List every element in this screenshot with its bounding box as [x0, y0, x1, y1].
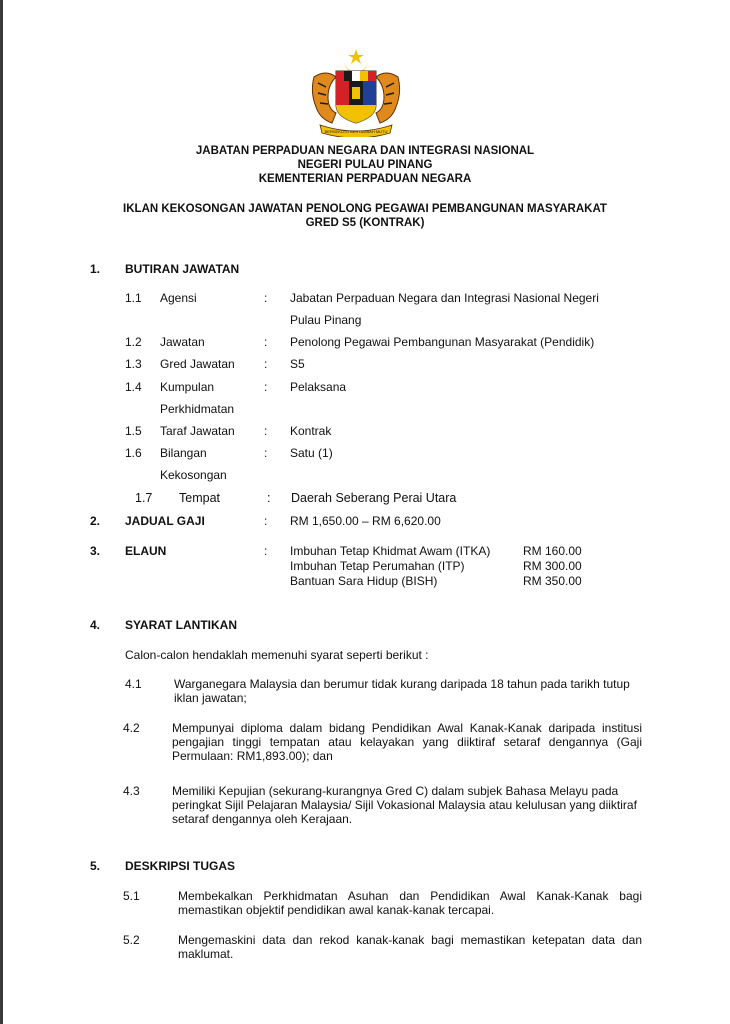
section-2-title: JADUAL GAJI	[125, 514, 205, 528]
item-colon: :	[267, 491, 271, 505]
duty-number: 5.1	[123, 889, 140, 903]
requirement-number: 4.3	[123, 784, 140, 798]
item-label: Bilangan	[160, 446, 207, 460]
item-colon: :	[264, 335, 268, 349]
item-colon: :	[264, 424, 268, 438]
header-line-1: JABATAN PERPADUAN NEGARA DAN INTEGRASI NASIONAL	[195, 145, 535, 157]
requirements-intro: Calon-calon hendaklah memenuhi syarat seperti berikut :	[125, 648, 429, 662]
duty-text: Mengemaskini data dan rekod kanak-kanak bagi memastikan ketepatan data dan maklumat.	[178, 933, 642, 961]
requirement-number: 4.1	[125, 677, 142, 691]
item-number: 1.5	[125, 424, 142, 438]
item-number: 1.7	[135, 491, 153, 505]
section-3-title: ELAUN	[125, 544, 167, 558]
item-value: Penolong Pegawai Pembangunan Masyarakat (Pendidik)	[290, 335, 595, 349]
item-label: Kumpulan	[160, 380, 215, 394]
section-4-title: SYARAT LANTIKAN	[125, 618, 238, 632]
item-label: Agensi	[160, 291, 197, 305]
item-value: S5	[290, 357, 305, 371]
item-value: Jabatan Perpaduan Negara dan Integrasi Nasional Negeri	[290, 291, 599, 305]
item-number: 1.4	[125, 380, 142, 394]
item-value: Kontrak	[290, 424, 332, 438]
malaysia-coat-of-arms-icon	[306, 47, 406, 137]
item-label-continued: Perkhidmatan	[160, 402, 235, 416]
salary-colon: :	[264, 514, 268, 528]
item-colon: :	[264, 380, 268, 394]
item-value-continued: Pulau Pinang	[290, 313, 362, 327]
requirement-text: Mempunyai diploma dalam bidang Pendidikan Awal Kanak-Kanak daripada institusi pengajian tinggi tempatan atau kelayakan yang diiktiraf setaraf dengannya (Gaji Permulaan: RM1,893.00); dan	[172, 721, 642, 763]
item-colon: :	[264, 291, 268, 305]
item-label-continued: Kekosongan	[160, 468, 227, 482]
item-value: Satu (1)	[290, 446, 333, 460]
section-5-number: 5.	[90, 859, 101, 873]
ad-title-1: IKLAN KEKOSONGAN JAWATAN PENOLONG PEGAWAI PEMBANGUNAN MASYARAKAT	[123, 203, 607, 215]
allowance-colon: :	[264, 544, 268, 558]
ad-title-2: GRED S5 (KONTRAK)	[305, 217, 425, 229]
header-line-3: KEMENTERIAN PERPADUAN NEGARA	[258, 173, 472, 185]
section-1-title: BUTIRAN JAWATAN	[125, 262, 240, 276]
allowance-name: Imbuhan Tetap Perumahan (ITP)	[290, 559, 465, 573]
crest-motto: BERSEKUTU BERTAMBAH MUTU	[324, 129, 388, 134]
item-value: Daerah Seberang Perai Utara	[291, 491, 457, 505]
section-1-number: 1.	[90, 262, 101, 276]
section-5-title: DESKRIPSI TUGAS	[125, 859, 236, 873]
salary-range: RM 1,650.00 – RM 6,620.00	[290, 514, 441, 528]
allowance-name: Bantuan Sara Hidup (BISH)	[290, 574, 438, 588]
requirement-number: 4.2	[123, 721, 140, 735]
requirement-text: Warganegara Malaysia dan berumur tidak kurang daripada 18 tahun pada tarikh tutup iklan jawatan;	[174, 677, 630, 705]
item-label: Taraf Jawatan	[160, 424, 235, 438]
item-label: Tempat	[179, 491, 220, 505]
allowance-amount: RM 300.00	[523, 559, 582, 573]
item-colon: :	[264, 446, 268, 460]
item-number: 1.3	[125, 357, 142, 371]
item-value: Pelaksana	[290, 380, 347, 394]
item-colon: :	[264, 357, 268, 371]
item-label: Jawatan	[160, 335, 205, 349]
item-number: 1.2	[125, 335, 142, 349]
section-3-number: 3.	[90, 544, 101, 558]
allowance-amount: RM 160.00	[523, 544, 582, 558]
duty-text: Membekalkan Perkhidmatan Asuhan dan Pendidikan Awal Kanak-Kanak bagi memastikan objektif pendidikan awal kanak-kanak tercapai.	[178, 889, 642, 917]
requirement-text: Memiliki Kepujian (sekurang-kurangnya Gred C) dalam subjek Bahasa Melayu pada peringkat Sijil Pelajaran Malaysia/ Sijil Vokasional Malaysia atau kelulusan yang diiktiraf setaraf dengannya oleh Kerajaan.	[172, 784, 637, 826]
section-4-number: 4.	[90, 618, 101, 632]
section-2-number: 2.	[90, 514, 101, 528]
duty-number: 5.2	[123, 933, 140, 947]
item-label: Gred Jawatan	[160, 357, 235, 371]
allowance-name: Imbuhan Tetap Khidmat Awam (ITKA)	[290, 544, 491, 558]
item-number: 1.6	[125, 446, 142, 460]
header-line-2: NEGERI PULAU PINANG	[297, 159, 433, 171]
allowance-amount: RM 350.00	[523, 574, 582, 588]
item-number: 1.1	[125, 291, 142, 305]
